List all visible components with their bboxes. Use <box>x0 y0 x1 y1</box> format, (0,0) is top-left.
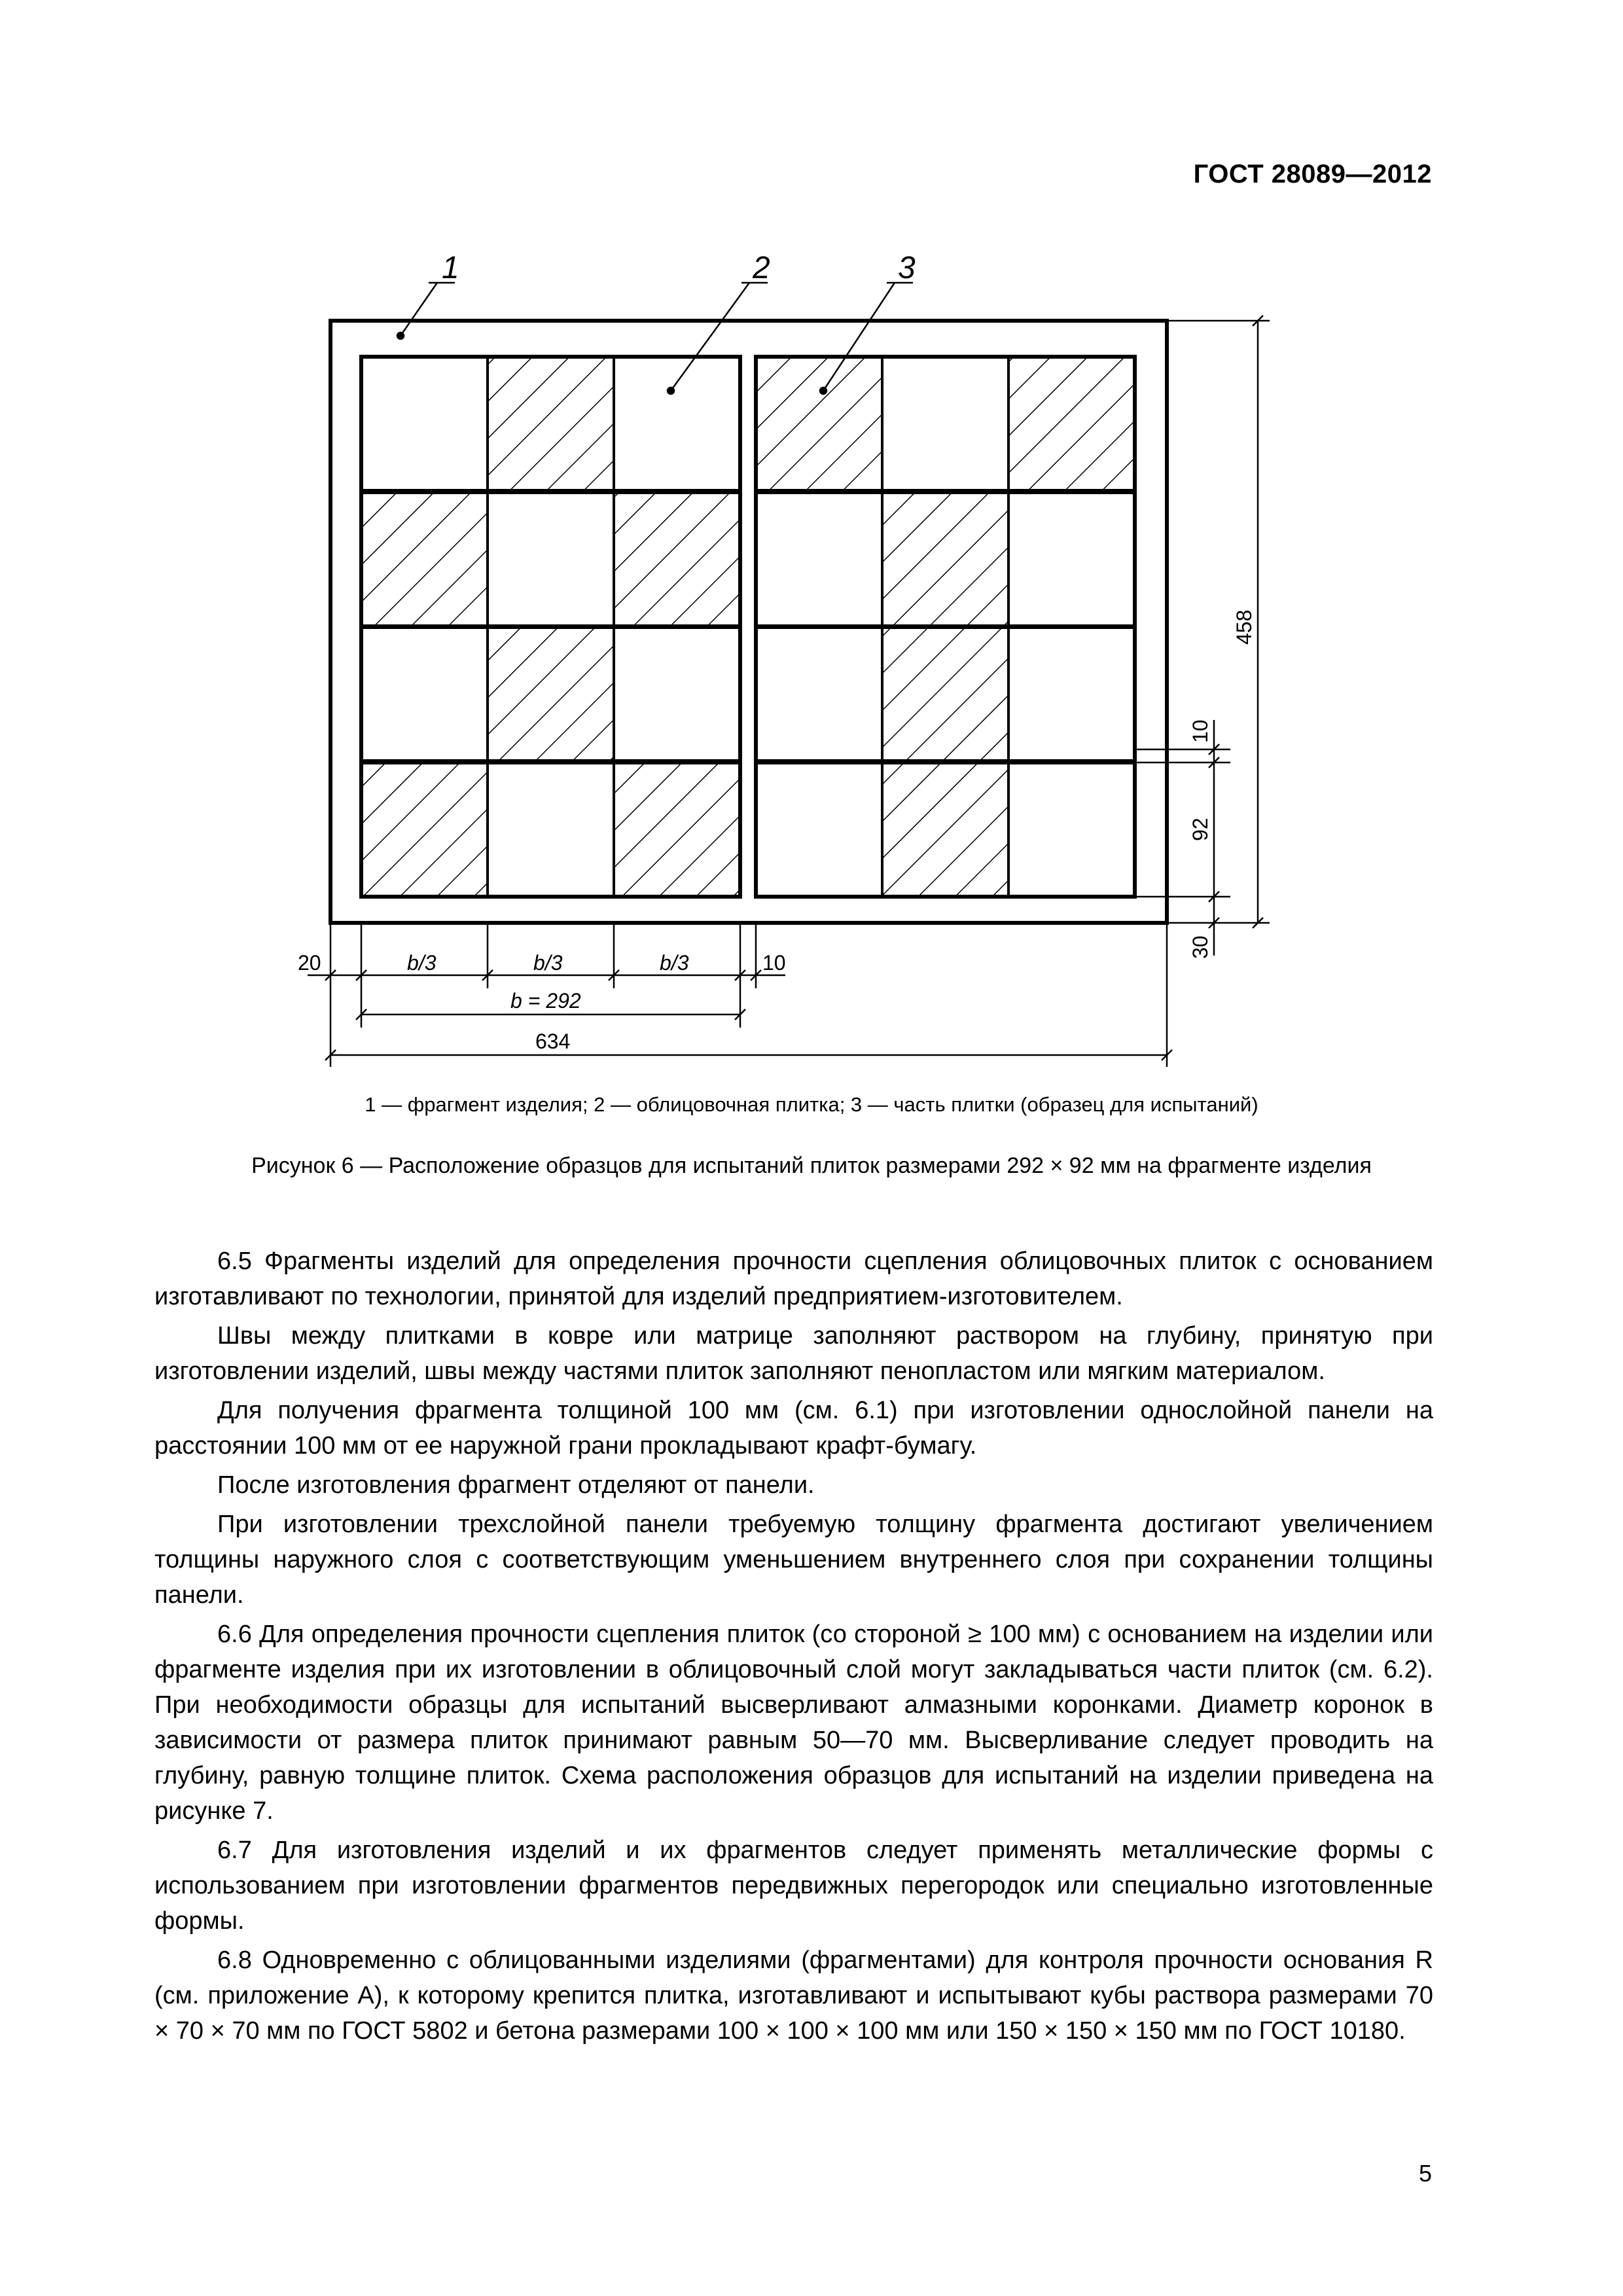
callout-3: 3 <box>898 251 916 285</box>
paragraph: 6.5 Фрагменты изделий для определения прочности сцепления облицовочных плиток с основанием изготавливают по технологии, принятой для изделий предприятием-изготовителем. <box>154 1247 1433 1310</box>
hatched-test-sample <box>361 492 488 626</box>
paragraph: 6.7 Для изготовления изделий и их фрагментов следует применять металлические формы с использованием при изготовлении фрагментов передвижных перегородок или специально изготовленные формы. <box>154 1837 1433 1935</box>
hatched-test-sample <box>882 627 1008 761</box>
dim-row-gap: 10 <box>1188 719 1212 743</box>
hatched-test-sample <box>488 627 614 761</box>
tile-grid <box>361 357 1135 897</box>
horizontal-dimension-lines <box>308 923 1172 1067</box>
hatched-test-sample <box>614 492 740 626</box>
paragraph: 6.8 Одновременно с облицованными изделиями (фрагментами) для контроля прочности основания R (см. приложение А), к которому крепится плитка, изготавливают и испытывают кубы раствора размерами 70 × 70 × 70 мм по ГОСТ 5802 и бетона размерами 100 × 100 × 100 мм или 150 × 150 × 150 мм по ГОСТ 10180. <box>154 1946 1433 2045</box>
hatched-test-sample <box>882 492 1008 626</box>
document-header: ГОСТ 28089—2012 <box>1193 160 1432 188</box>
callout-1: 1 <box>442 251 459 285</box>
dim-left-margin: 20 <box>298 951 321 975</box>
dim-total-width: 634 <box>535 1030 571 1053</box>
paragraph: Для получения фрагмента толщиной 100 мм (см. 6.1) при изготовлении однослойной панели на расстоянии 100 мм от ее наружной грани прокладывают крафт-бумагу. <box>154 1397 1433 1460</box>
hatched-test-sample <box>361 762 488 897</box>
dim-b: b = 292 <box>510 989 581 1013</box>
body-text <box>154 1244 1433 2053</box>
dim-col1: b/3 <box>407 951 437 975</box>
paragraph: Швы между плитками в ковре или матрице заполняют раствором на глубину, принятую при изготовлении изделий, швы между частями плиток заполняют пенопластом или мягким материалом. <box>154 1322 1433 1385</box>
dim-bottom-margin: 30 <box>1188 935 1212 959</box>
dim-gap: 10 <box>762 951 786 975</box>
figure-legend: 1 — фрагмент изделия; 2 — облицовочная плитка; 3 — часть плитки (образец для испытаний) <box>365 1093 1258 1116</box>
paragraph: При изготовлении трехслойной панели требуемую толщину фрагмента достигают увеличением толщины наружного слоя с соответствующим уменьшением внутреннего слоя при сохранении толщины панели. <box>154 1511 1433 1609</box>
hatched-test-sample <box>1008 357 1135 491</box>
dim-row-height: 92 <box>1188 817 1212 841</box>
paragraph: После изготовления фрагмент отделяют от панели. <box>217 1471 815 1499</box>
hatched-test-sample <box>488 357 614 491</box>
dim-col3: b/3 <box>660 951 689 975</box>
hatched-test-sample <box>614 762 740 897</box>
hatched-test-sample <box>882 762 1008 897</box>
page-number: 5 <box>1418 2160 1432 2187</box>
hatched-test-sample <box>756 357 882 491</box>
paragraph: 6.6 Для определения прочности сцепления плиток (со стороной ≥ 100 мм) с основанием на изделии или фрагменте изделия при их изготовлении в облицовочный слой могут закладываться части плиток (см. 6.2). При необходимости образцы для испытаний высверливают алмазными коронками. Диаметр коронок в зависимости от размера плиток принимают равным 50—70 мм. Высверливание следует проводить на глубину, равную толщине плиток. Схема расположения образцов для испытаний на изделии приведена на рисунке 7. <box>154 1621 1433 1825</box>
figure-caption: Рисунок 6 — Расположение образцов для испытаний плиток размерами 292 × 92 мм на фрагменте изделия <box>251 1153 1372 1178</box>
figure-6-diagram <box>0 0 1623 1080</box>
dim-col2: b/3 <box>533 951 563 975</box>
callout-2: 2 <box>753 251 770 285</box>
dim-total-height: 458 <box>1232 609 1256 645</box>
